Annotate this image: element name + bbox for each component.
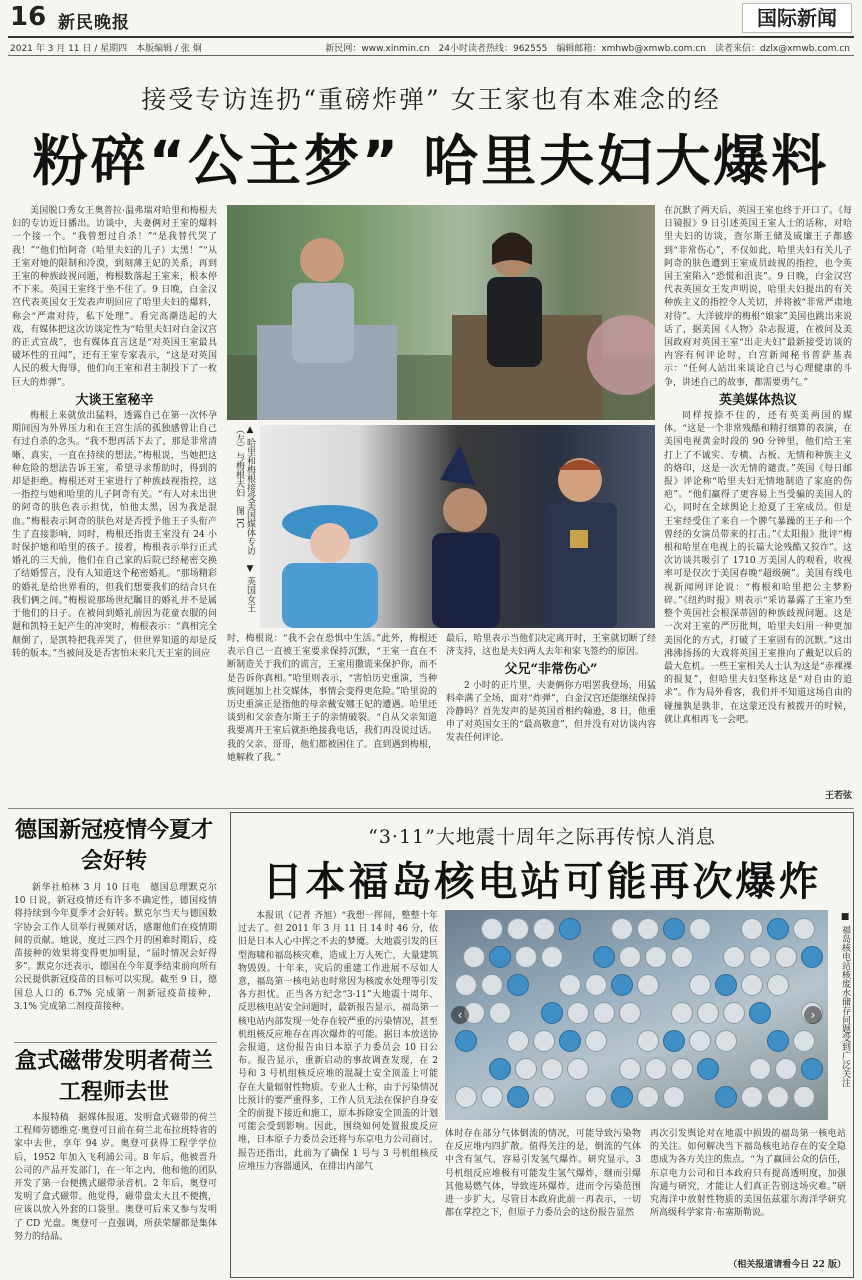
storage-tank <box>507 1086 529 1108</box>
storage-tank <box>715 974 737 996</box>
contact-line: 新民网：www.xinmin.cn 24小时读者热线：962555 编辑邮箱：xmhwb@xmwb.com.cn 读者来信：dzlx@xmwb.com.cn <box>325 44 850 54</box>
storage-tank <box>749 946 771 968</box>
storage-tank <box>793 1030 815 1052</box>
page-number: 16 <box>10 2 47 32</box>
header-rule-thin <box>8 55 854 56</box>
section-badge: 国际新闻 <box>742 3 852 33</box>
storage-tank <box>541 1002 563 1024</box>
storage-tank <box>593 946 615 968</box>
storage-tank <box>767 1086 789 1108</box>
section-divider <box>8 808 854 809</box>
storage-tank <box>775 1058 797 1080</box>
photo-queen-and-couple <box>260 425 655 628</box>
article-paragraph: 美国脱口秀女王奥普拉·温弗瑞对哈里和梅根夫妇的专访近日播出。访谈中，夫妻俩对王室的爆料一个接一个。“我曾想过自杀！”“是我替代哭了我！”“他们怕阿奇（哈里夫妇的儿子）太黑！”“从王室对她的限制和冷漠，到刻薄王妃的关系，再到王室的种族歧视问题，梅根数落起王室来，根本停不下来。英国王室终于坐不住了。9 日晚，白金汉宫代表英国女王发表声明回应了哈里夫妇的爆料，称会“严肃对待，私下处理”。看完高潮迭起的大戏，有媒体把这次访谈定性为“哈里夫妇对白金汉宫的正式宣战”，也有媒体直言这是“对英国王室最具破坏性的丑闻”，还有王室专家表示，“这是对英国人民的极大侮辱，他们向王室和君主制投下了一枚巨大的炸弹”。 <box>12 206 217 388</box>
storage-tank <box>767 974 789 996</box>
article-byline: 王若弦 <box>824 791 852 801</box>
storage-tank <box>611 918 633 940</box>
storage-tank <box>793 918 815 940</box>
storage-tank <box>533 918 555 940</box>
newspaper-name: 新民晚报 <box>58 13 130 33</box>
storage-tank <box>723 946 745 968</box>
storage-tank <box>559 974 581 996</box>
storage-tank <box>697 1058 719 1080</box>
article-paragraph: 体时存在部分气体倒流的情况，可能导致污染物在反应堆内四扩散。值得关注的是，倒流的气体中含有氢气，容易引发氢气爆炸。研究显示，3 号机组反应堆极有可能发生氢气爆炸，继而引爆其他易燃气体，导致连环爆炸，进而令污染范围进一步扩大。尽管日本政府此前一再表示，一切都在掌控之下，但原子力委员会的这份报告显然 <box>445 1129 641 1219</box>
storage-tank <box>767 918 789 940</box>
storage-tank <box>619 946 641 968</box>
article-paragraph: 新华社柏林 3 月 10 日电 德国总理默克尔 10 日说，新冠疫情还有许多不确定性，德国疫情将持续到今年夏季才会好转。默克尔当天与德国数字协会工作人员举行视频对话，感谢他们在疫情期间的贡献。她说，度过三四个月的困难时期后，疫苗接种的效果将变得更加明显，“届时情况会好得多”。默克尔还表示，德国在今年夏季结束前向所有公民提供新冠疫苗的目标可以实现。截至 9 日，德国总人口的 6.7% 完成第一剂新冠疫苗接种，3.1% 完成第二剂疫苗接种。 <box>14 883 217 1012</box>
storage-tank <box>645 1058 667 1080</box>
storage-tank <box>637 1030 659 1052</box>
article-paragraph: 本报讯（记者 齐旭）“我想一挥间，整整十年过去了。但 2011 年 3 月 11 日 14 时 46 分，依旧是日本人心中挥之不去的梦魇。大地震引发的巨型海啸和福岛核灾难，造成上万人死亡，大量建筑物毁毁。十年来，灾后的重建工作进展不尽如人意，福岛第一核电站也时常因为核废水处理等引发各方担忧。正当各方纪念“3·11”大地震十周年、反思核电站安全问题时，最新报告显示，福岛第一核电站内部发现一处存在较严重的污染情况，甚至机组核反应堆存在再次爆炸的可能。据日本放送协会报道，这份报告由日本原子力委员会 10 日公布。报告显示，重新启动的事故调查发现，在 2 号和 3 号机组核反应堆的混凝土安全顶盖上可能存在大量辐射性物质。专业人士称，由于污染情况比预计的要严重得多，工作人员无法在保护自身安全的前提下接近和施工，原本拆除安全顶盖的计划可能会受到影响。因此，围绕如何处置报废反应堆，日本原子力委员会还将与东京电力公司商讨。报告还指出，此前为了确保 1 号与 3 号机组核反应堆压力容器通风，在排出内部气 <box>238 911 438 1172</box>
article-paragraph: 2 小时的正片里，夫妻俩你方唱罢我登场，用猛料牵满了全场，面对“炸弹”，白金汉宫还能继续保持冷静吗？首先发声的是英国首相约翰逊，8 日，他重申了对英国女王的“最高敬意”，但并没有对访谈内容发表任何评论。 <box>446 680 656 744</box>
storage-tank <box>463 946 485 968</box>
japan-story-column-1 <box>238 910 438 1272</box>
storage-tank <box>455 1030 477 1052</box>
storage-tank <box>481 918 503 940</box>
storage-tank <box>515 1058 537 1080</box>
storage-tank <box>671 1058 693 1080</box>
article-paragraph: 梅根上来就放出猛料，透露自己在第一次怀孕期间因为外界压力和在王宫生活的孤独感曾让自己有过自杀的念头。“我不想再活下去了，那是非常清晰、真实，一直在持续的想法。”梅根说，当她把这种危险的想法告诉王室，希望寻求帮助时，得到的却是拒绝。梅根还对王室进行了种族歧视指控，这一指控与她和哈里的儿子阿奇有关。“有人对未出世的阿奇的肤色表示担忧，怕他太黑，因为我是混血。”梅根表示阿奇的肤色对是否授予他王子头衔产生了直接影响，同时，梅根还指责王室没有 24 小时保护她和哈里的孩子。接着，梅根表示举行正式婚礼的三天前，他们在自己家的后院已经秘密交换了结婚誓言，没有人知道这个秘密婚礼。“那场精彩的婚礼是给世界看的，但我们想要我们的结合只在我们俩之间。”梅根说那场世纪瞩目的婚礼并不是属于他们的日子。在被问到婚礼前因为花童衣服的问题和凯特王妃产生的冲突时，梅根表示：“真相完全颠倒了，是凯特把我弄哭了，但世界知道的却是反转的版本。”当被问及是否害怕未来几天王室的回应 <box>12 411 217 659</box>
storage-tank <box>567 1058 589 1080</box>
article-paragraph: 时，梅根说：“我不会在恐惧中生活。”此外，梅根还表示自己一直被王室要求保持沉默，“王室一直在不断制造关于我们的谎言，王室用撒谎来保护你，而不是告诉你真相。”哈里则表示，“害怕历史重演，当种族问题加上社交媒体，事情会变得更危险。”哈里说的历史重演正是指他的母亲戴安娜王妃的遭遇。哈里还谈到和父亲查尔斯王子的亲情破裂。“自从父亲知道我要离开王室后就拒绝接我电话，我们再没说过话。我的父亲、哥哥，他们都被困住了。直到遇到梅根，她解救了我。” <box>227 634 437 763</box>
storage-tank <box>455 1086 477 1108</box>
storage-tank <box>567 1002 589 1024</box>
article-paragraph: 本报特稿 据媒体报道，发明盒式磁带的荷兰工程师劳德维克·奥登可日前在荷兰北布拉班特省的家中去世，享年 94 岁。奥登可获得工程学学位后，1952 年加入飞利浦公司。8 年后，他被晋升公司的产品开发部门，在一年之内，他和他的团队开发了第一台便携式磁带录音机。2 年后，奥登可发明了盒式磁带。他觉得，磁带盘太大且不便携，应该以放入外套的口袋里。奥登可后来又参与发明了 CD 光盘。奥登可一直强调，所获荣耀都是集体努力的结晶。 <box>14 1113 217 1242</box>
top-story-column-4 <box>664 205 852 785</box>
storage-tank <box>671 946 693 968</box>
storage-tank <box>637 974 659 996</box>
header-rule <box>8 36 854 38</box>
storage-tank <box>741 974 763 996</box>
storage-tank <box>663 1030 685 1052</box>
storage-tank <box>481 1086 503 1108</box>
side-divider <box>14 1042 217 1043</box>
photo-illustration <box>227 205 655 420</box>
storage-tank <box>515 946 537 968</box>
storage-tank <box>489 1058 511 1080</box>
storage-tank <box>533 1030 555 1052</box>
top-story-column-1 <box>12 205 217 805</box>
article-paragraph: 再次引发舆论对在地震中损毁的福岛第一核电站的关注。如何解决当下福岛核电站存在的安全隐患成为各方关注的焦点。“为了赢回公众的信任，东京电力公司和日本政府只有提高透明度，加强沟通与研究，才能让人们真正告别这场灾难。”研究海洋中放射性物质的美国伍兹霍尔海洋学研究所高级科学家肯·布塞斯勒说。 <box>650 1129 846 1219</box>
article-paragraph: 同样按捺不住的，还有英美两国的媒体。“这是一个非常残酷和精打细算的表演，在美国电视黄金时段的 90 分钟里，他们给王室打上了不诚实、专横、古板、无情和种族主义的烙印，这是一次无情的谴责。”英国《每日邮报》评论称“哈里夫妇无情地制造了家庭的伤疤”。“他们赢得了更容易上当受骗的美国人的心，同时在全球舆论上抢夏了王室成员。但是王室经受住了来自一个脾气暴躁的王子和一个曾经的女演员带来的打击。”《太阳报》批评“梅根和哈里在电视上的长篇大论残酷又狡诈”。这次访谈共吸引了 1710 万美国人的观看，收视率可是仅次于美国春晚“超级碗”。美国有线电视新闻网评论说：“梅根和哈里把公主梦粉碎。”《纽约时报》则表示“采访暴露了王室乃至整个英国社会根深蒂固的种族歧视问题。这是一次对王室的严厉批判，哈里夫妇用一种更加美国化的方式，打破了王室固有的沉默。”这出沸沸扬扬的大戏将英国王室推向了戴妃以后的最大危机。一些王室相关人士认为这是“赤裸裸的报复”，但哈里夫妇坚称这是“对自由的追求”。作为局外看客，我们并不知道这场自由的碰撞孰是孰非，在这蒙还没有被拨开的时候，就让真相再飞一会吧。 <box>664 411 852 725</box>
storage-tank <box>489 946 511 968</box>
storage-tank <box>775 946 797 968</box>
storage-tank <box>585 1030 607 1052</box>
cassette-story-headline: 盒式磁带发明者荷兰工程师去世 <box>14 1049 213 1105</box>
carousel-prev-button[interactable]: ‹ <box>451 1006 469 1024</box>
continued-note: （相关报道请看今日 22 版） <box>728 1260 846 1270</box>
dateline: 2021 年 3 月 11 日 / 星期四 本版编辑 / 张 炯 <box>10 44 202 54</box>
storage-tank <box>507 918 529 940</box>
storage-tank <box>533 1086 555 1108</box>
storage-tank <box>801 1058 823 1080</box>
japan-story-column-3 <box>650 1128 846 1258</box>
storage-tank <box>507 974 529 996</box>
storage-tank <box>723 1002 745 1024</box>
storage-tank <box>619 1002 641 1024</box>
storage-tank <box>741 1086 763 1108</box>
storage-tank <box>689 1030 711 1052</box>
storage-tank <box>559 1030 581 1052</box>
article-paragraph: 在沉默了两天后，英国王室也终于开口了。《每日镜报》9 日引述英国王室人士的话称，对哈里夫妇的访谈，查尔斯王储及威廉王子都感到“非常伤心”，不仅如此，哈里夫妇有关儿子阿奇的肤色遭到王室成员歧视的指控，也令英国王室陷入“恐慌和沮丧”。9 日晚，白金汉宫代表英国女王发声明说，哈里夫妇提出的有关种族主义的指控令人关切，并将被“非常严肃地对待”。大洋彼岸的梅根“娘家”美国也跳出来说话了，据美国《人物》杂志报道，在被问及美国政府对英国王室“出走夫妇”最新接受访谈的内容有何评论时，白宫新闻秘书普萨基表示：“任何人站出来谈论自己与心理健康的斗争，讲述自己的故事，都需要勇气。” <box>664 206 852 388</box>
storage-tank <box>663 918 685 940</box>
storage-tank <box>455 974 477 996</box>
storage-tank <box>585 1086 607 1108</box>
photo-fukushima-tanks <box>445 910 828 1120</box>
germany-story-headline: 德国新冠疫情今夏才会好转 <box>14 818 213 874</box>
storage-tank <box>645 946 667 968</box>
japan-story-headline: 日本福岛核电站可能再次爆炸 <box>262 859 822 905</box>
storage-tank <box>611 1086 633 1108</box>
storage-tank <box>489 1002 511 1024</box>
storage-tank <box>749 1002 771 1024</box>
storage-tank <box>801 946 823 968</box>
top-story-column-2 <box>227 633 437 805</box>
storage-tank <box>541 946 563 968</box>
storage-tank <box>689 974 711 996</box>
top-story-column-3 <box>446 633 656 805</box>
storage-tank <box>619 1058 641 1080</box>
storage-tank <box>585 974 607 996</box>
storage-tank <box>671 1002 693 1024</box>
japan-story-kicker: “3·11”大地震十周年之际再传惊人消息 <box>368 826 716 848</box>
cassette-story-text <box>14 1112 217 1276</box>
japan-story-column-2 <box>445 1128 641 1273</box>
storage-tank <box>637 1086 659 1108</box>
storage-tank <box>611 974 633 996</box>
storage-tank <box>793 1086 815 1108</box>
storage-tank <box>749 1058 771 1080</box>
germany-story-text <box>14 882 217 1037</box>
storage-tank <box>689 918 711 940</box>
subheading: 大谈王室秘辛 <box>75 392 154 408</box>
storage-tank <box>741 918 763 940</box>
carousel-next-button[interactable]: › <box>804 1006 822 1024</box>
photo-illustration <box>260 425 655 628</box>
storage-tank <box>507 1030 529 1052</box>
subheading: 英美媒体热议 <box>718 392 797 408</box>
storage-tank <box>481 974 503 996</box>
photo-caption-vertical: ▲ 哈里和梅根接受美国媒体专访 ▼ 英国女王（左）与梅根夫妇 图 IC <box>234 425 255 613</box>
storage-tank <box>559 918 581 940</box>
storage-tank <box>715 1086 737 1108</box>
storage-tank <box>541 1058 563 1080</box>
storage-tank <box>637 918 659 940</box>
top-story-kicker: 接受专访连扔“重磅炸弹” 女王家也有本难念的经 <box>141 85 721 114</box>
storage-tank <box>767 1030 789 1052</box>
storage-tank <box>715 1030 737 1052</box>
subheading: 父兄“非常伤心” <box>504 662 598 678</box>
article-paragraph: 最后，哈里表示当他们决定离开时，王室就切断了经济支持，这也是夫妇两人去年和家飞签约的原因。 <box>446 634 656 658</box>
photo-harry-meghan-interview <box>227 205 655 420</box>
storage-tank <box>663 1086 685 1108</box>
storage-tank <box>593 1002 615 1024</box>
storage-tank <box>697 1002 719 1024</box>
top-story-headline: 粉碎“公主梦” 哈里夫妇大爆料 <box>32 129 830 193</box>
japan-photo-caption: ■ 福岛核电站核废水储存问题受到广泛关注 <box>840 912 850 1087</box>
